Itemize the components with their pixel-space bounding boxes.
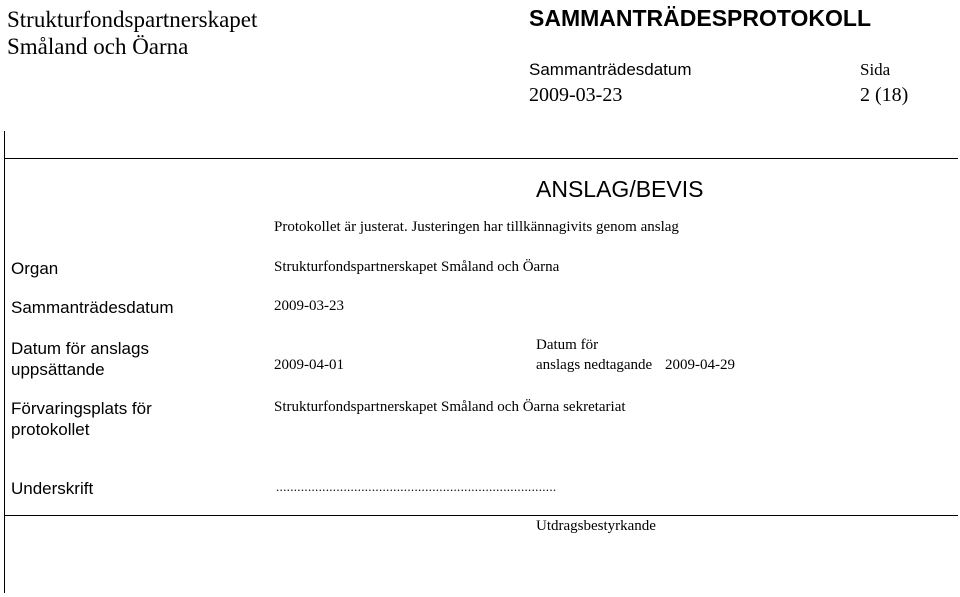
bottom-divider <box>4 515 958 516</box>
page-label: Sida <box>860 60 891 79</box>
page-number: 2 (18) <box>860 84 909 106</box>
document-title: SAMMANTRÄDESPROTOKOLL <box>529 5 872 31</box>
removal-date-value: 2009-04-29 <box>665 357 735 373</box>
posting-date-label-line1: Datum för anslags <box>11 339 149 358</box>
notice-intro: Protokollet är justerat. Justeringen har tillkännagivits genom anslag <box>274 219 679 235</box>
header-date-label: Sammanträdesdatum <box>529 60 692 79</box>
removal-date-label-line2: anslags nedtagande <box>536 357 653 373</box>
organ-value: Strukturfondspartnerskapet Småland och Öarna <box>274 259 560 275</box>
signature-label: Underskrift <box>11 479 94 498</box>
organization-name-line2: Småland och Öarna <box>7 34 189 59</box>
meeting-date-value: 2009-03-23 <box>274 298 344 314</box>
signature-line: ............................................................................... <box>276 479 557 494</box>
signature-caption: Utdragsbestyrkande <box>536 518 656 534</box>
meeting-date-label: Sammanträdesdatum <box>11 298 174 317</box>
header-date-value: 2009-03-23 <box>529 84 623 106</box>
left-border <box>4 131 5 593</box>
removal-date-label-line1: Datum för <box>536 337 599 353</box>
storage-label-line1: Förvaringsplats för <box>11 399 152 418</box>
notice-heading: ANSLAG/BEVIS <box>536 176 704 202</box>
posting-date-value: 2009-04-01 <box>274 357 344 373</box>
top-divider <box>4 158 958 159</box>
organ-label: Organ <box>11 259 59 278</box>
storage-label-line2: protokollet <box>11 420 90 439</box>
organization-name-line1: Strukturfondspartnerskapet <box>7 7 258 32</box>
storage-value: Strukturfondspartnerskapet Småland och Öarna sekretariat <box>274 399 626 415</box>
posting-date-label-line2: uppsättande <box>11 360 105 379</box>
